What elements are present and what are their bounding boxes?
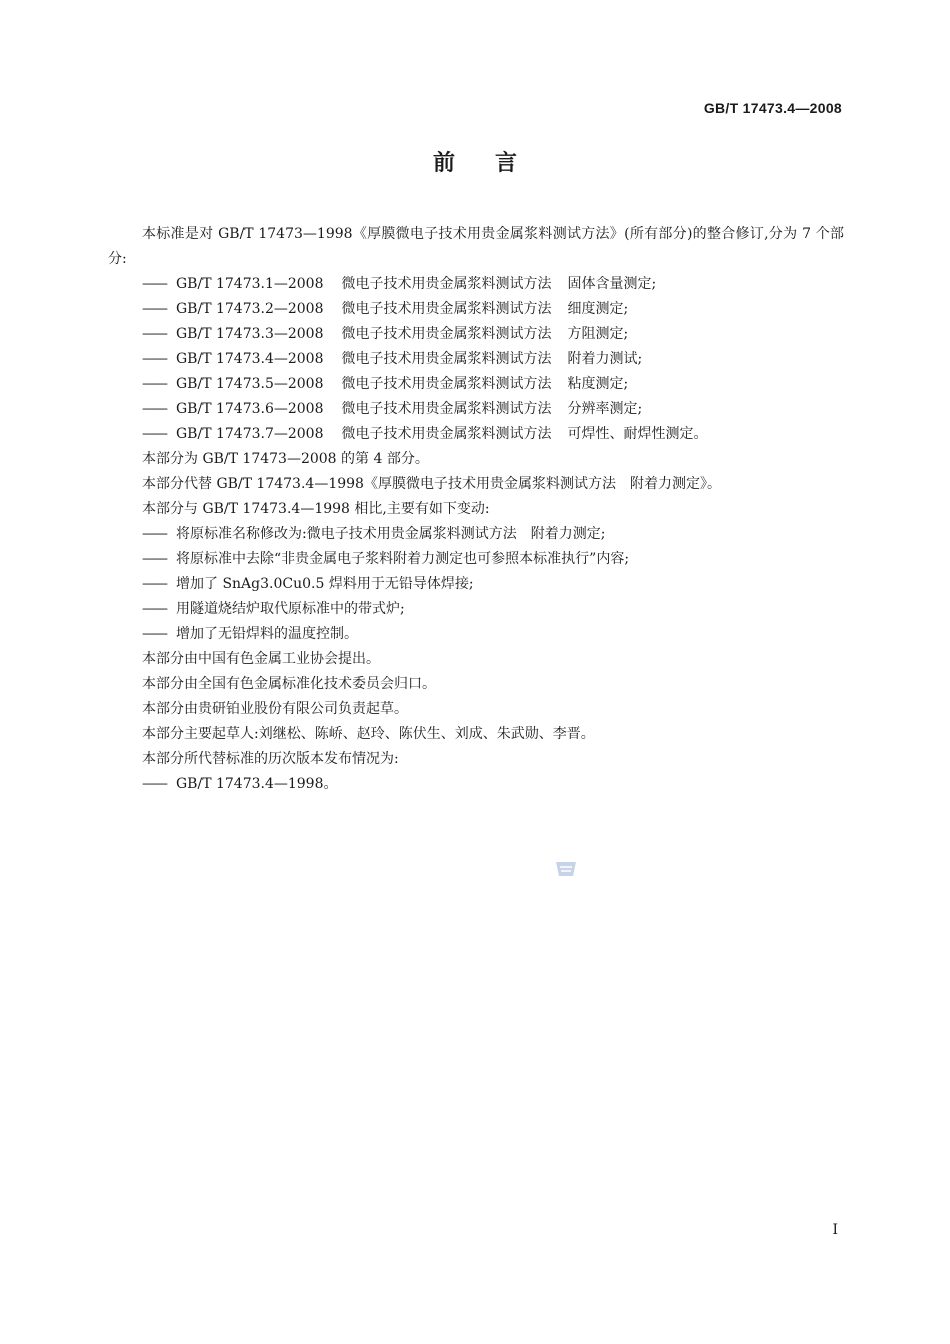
change-text: 将原标准名称修改为:微电子技术用贵金属浆料测试方法 附着力测定; xyxy=(176,526,606,542)
part-name: 微电子技术用贵金属浆料测试方法 xyxy=(341,376,552,392)
parts-list xyxy=(108,272,844,447)
list-item xyxy=(108,347,844,372)
list-item xyxy=(108,397,844,422)
page-title: 前言 xyxy=(432,151,557,176)
part-sub: 方阻测定; xyxy=(567,326,629,342)
part-code: GB/T 17473.1—2008 xyxy=(176,276,324,292)
list-item xyxy=(108,772,844,797)
history-intro-paragraph: 本部分所代替标准的历次版本发布情况为: xyxy=(142,751,399,767)
history-text: GB/T 17473.4—1998。 xyxy=(176,776,338,792)
list-item xyxy=(108,597,844,622)
dash: —— xyxy=(142,601,166,617)
part-name: 微电子技术用贵金属浆料测试方法 xyxy=(341,426,552,442)
part-sub: 分辨率测定; xyxy=(567,401,643,417)
change-text: 增加了 SnAg3.0Cu0.5 焊料用于无铅导体焊接; xyxy=(176,576,474,592)
intro-paragraph: 本标准是对 GB/T 17473—1998《厚膜微电子技术用贵金属浆料测试方法》(所有部分)的整合修订,分为 7 个部分: xyxy=(108,226,844,267)
dash: —— xyxy=(142,426,166,442)
part-code: GB/T 17473.6—2008 xyxy=(176,401,324,417)
list-item xyxy=(108,422,844,447)
sac-logo-icon xyxy=(553,858,579,880)
part-sub: 粘度测定; xyxy=(567,376,629,392)
part-code: GB/T 17473.2—2008 xyxy=(176,301,324,317)
change-text: 增加了无铅焊料的温度控制。 xyxy=(176,626,358,642)
drafted-by-paragraph: 本部分由贵研铂业股份有限公司负责起草。 xyxy=(142,701,408,717)
part-of-paragraph: 本部分为 GB/T 17473—2008 的第 4 部分。 xyxy=(142,451,429,467)
dash: —— xyxy=(142,776,166,792)
part-name: 微电子技术用贵金属浆料测试方法 xyxy=(341,351,552,367)
part-sub: 细度测定; xyxy=(567,301,629,317)
list-item xyxy=(108,572,844,597)
list-item xyxy=(108,297,844,322)
dash: —— xyxy=(142,626,166,642)
list-item xyxy=(108,322,844,347)
dash: —— xyxy=(142,376,166,392)
dash: —— xyxy=(142,576,166,592)
dash: —— xyxy=(142,351,166,367)
list-item xyxy=(108,547,844,572)
dash: —— xyxy=(142,526,166,542)
standard-code-header: GB/T 17473.4—2008 xyxy=(703,100,842,116)
replaces-paragraph: 本部分代替 GB/T 17473.4—1998《厚膜微电子技术用贵金属浆料测试方法 附着力测定》。 xyxy=(142,476,721,492)
part-name: 微电子技术用贵金属浆料测试方法 xyxy=(341,326,552,342)
list-item xyxy=(108,622,844,647)
dash: —— xyxy=(142,301,166,317)
part-sub: 可焊性、耐焊性测定。 xyxy=(567,426,708,442)
dash: —— xyxy=(142,401,166,417)
part-code: GB/T 17473.4—2008 xyxy=(176,351,324,367)
list-item xyxy=(108,372,844,397)
list-item xyxy=(108,272,844,297)
part-code: GB/T 17473.7—2008 xyxy=(176,426,324,442)
list-item xyxy=(108,522,844,547)
drafters-paragraph: 本部分主要起草人:刘继松、陈峤、赵玲、陈伏生、刘成、朱武勋、李晋。 xyxy=(142,726,595,742)
part-sub: 附着力测试; xyxy=(567,351,643,367)
foreword-body xyxy=(108,222,844,797)
centralized-by-paragraph: 本部分由全国有色金属标准化技术委员会归口。 xyxy=(142,676,436,692)
part-name: 微电子技术用贵金属浆料测试方法 xyxy=(341,401,552,417)
proposed-by-paragraph: 本部分由中国有色金属工业协会提出。 xyxy=(142,651,380,667)
change-text: 用隧道烧结炉取代原标准中的带式炉; xyxy=(176,601,405,617)
dash: —— xyxy=(142,326,166,342)
dash: —— xyxy=(142,276,166,292)
changes-intro-paragraph: 本部分与 GB/T 17473.4—1998 相比,主要有如下变动: xyxy=(142,501,490,517)
change-text: 将原标准中去除“非贵金属电子浆料附着力测定也可参照本标准执行”内容; xyxy=(176,551,630,567)
part-code: GB/T 17473.5—2008 xyxy=(176,376,324,392)
page-number: I xyxy=(832,1222,838,1238)
dash: —— xyxy=(142,551,166,567)
part-code: GB/T 17473.3—2008 xyxy=(176,326,324,342)
part-name: 微电子技术用贵金属浆料测试方法 xyxy=(341,276,552,292)
changes-list xyxy=(108,522,844,647)
part-name: 微电子技术用贵金属浆料测试方法 xyxy=(341,301,552,317)
part-sub: 固体含量测定; xyxy=(567,276,657,292)
